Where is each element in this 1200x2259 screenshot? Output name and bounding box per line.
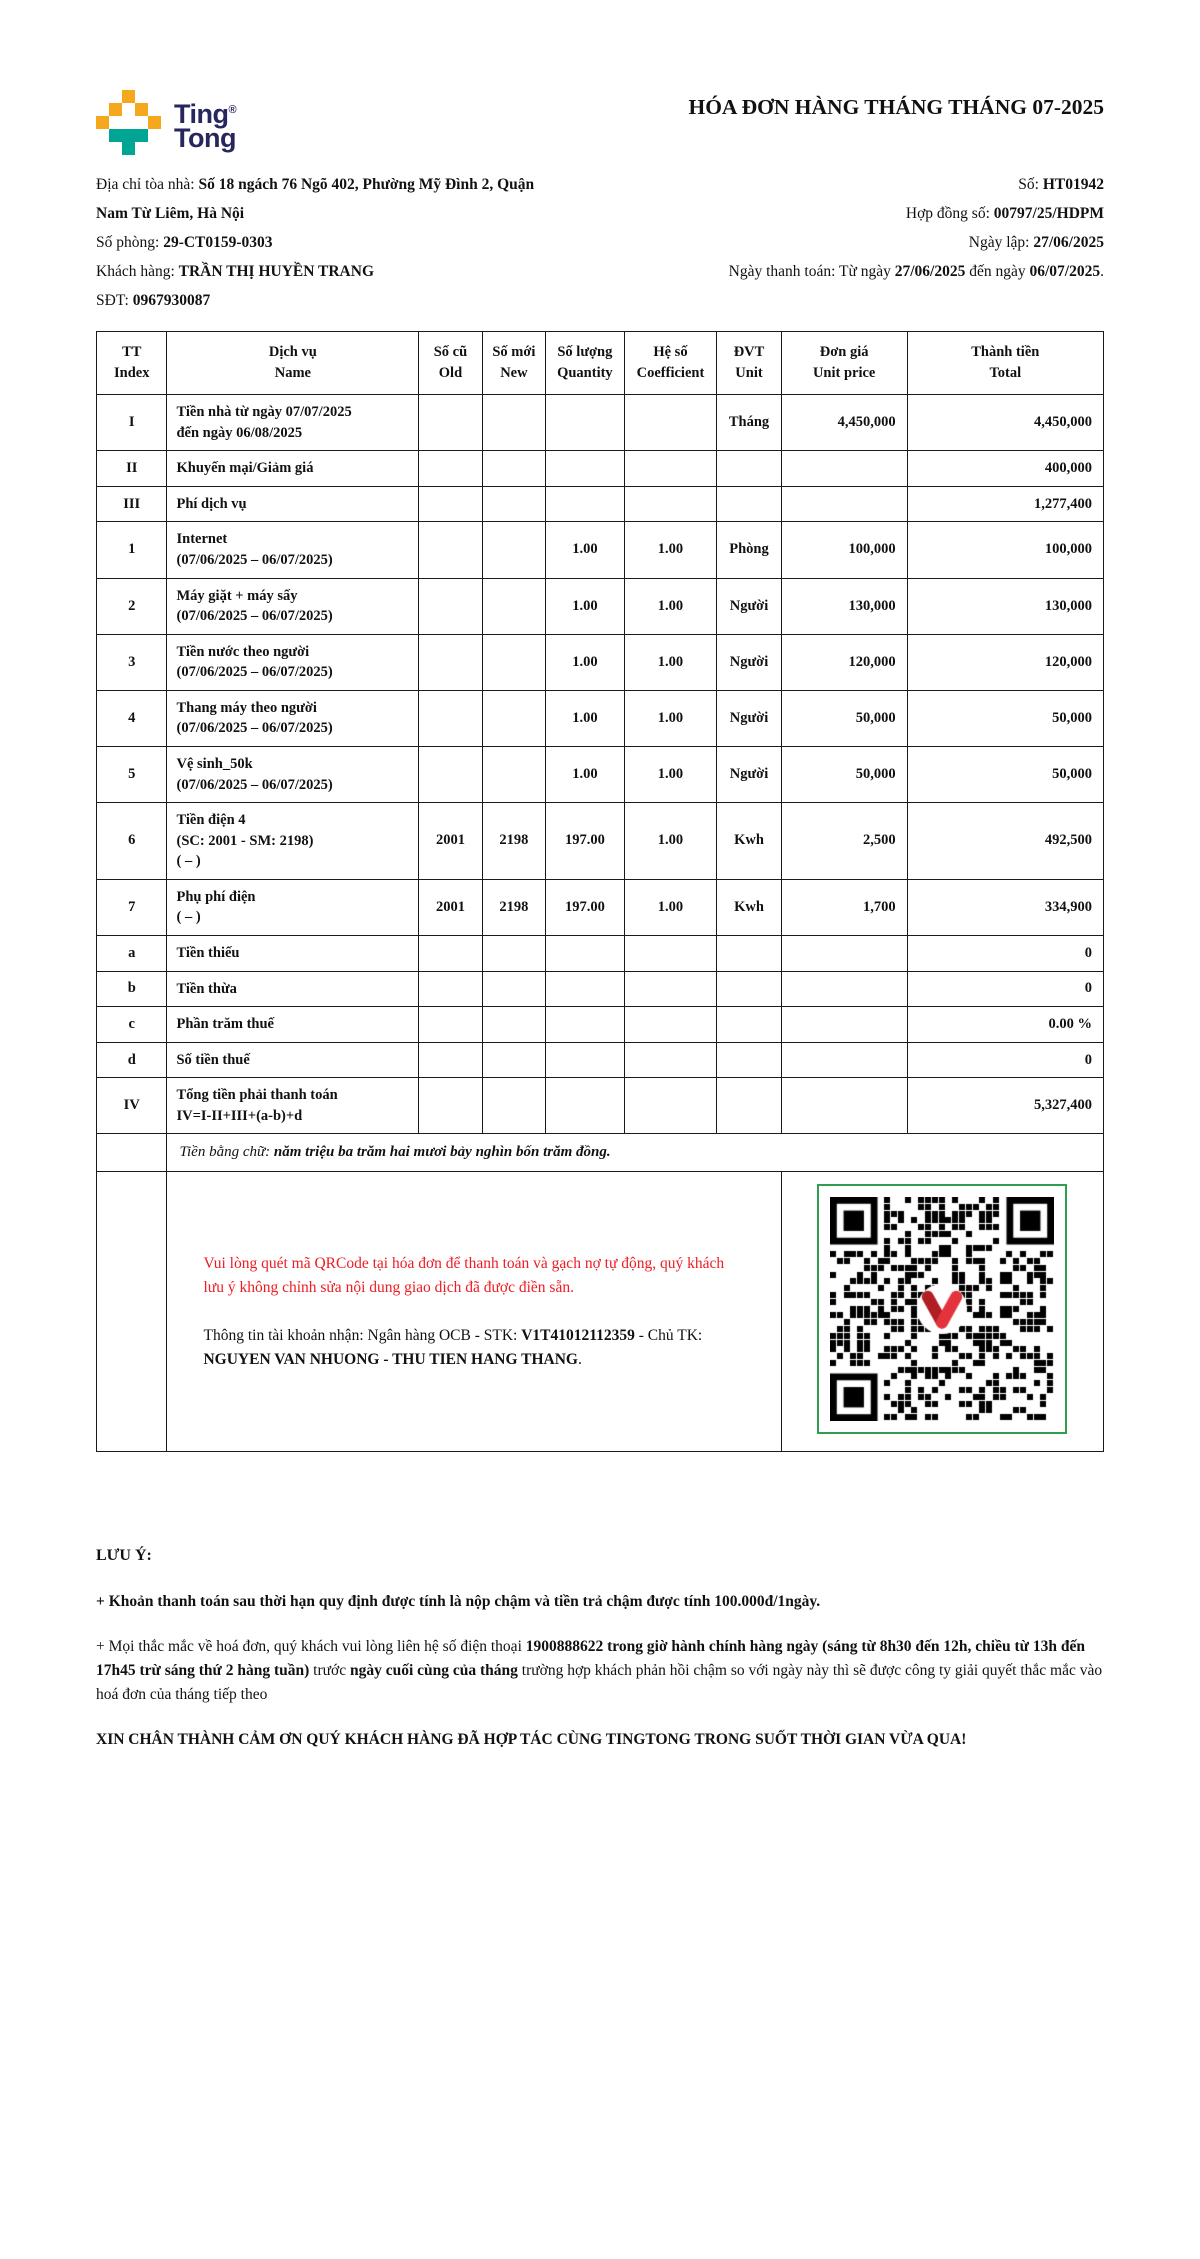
cell-index: c <box>97 1007 167 1043</box>
amount-in-words-row <box>97 1134 1104 1172</box>
room-number-line <box>96 228 548 257</box>
text-segment: . <box>577 1351 582 1368</box>
table-row <box>97 1042 1104 1078</box>
cell-quantity: 197.00 <box>546 803 625 880</box>
text-segment: Số 18 ngách 76 Ngõ 402, Phường Mỹ Đình 2, Quận Nam Từ Liêm, Hà Nội <box>96 176 535 222</box>
cell-service-name: Vệ sinh_50k (07/06/2025 – 06/07/2025) <box>167 746 419 802</box>
text-segment: + Mọi thắc mắc về hoá đơn, quý khách vui lòng liên hệ số điện thoại <box>96 1638 526 1656</box>
cell-old-reading <box>419 634 482 690</box>
cell-quantity <box>546 451 625 487</box>
cell-unit <box>717 1007 781 1043</box>
header-row <box>97 332 1104 395</box>
cell-coefficient: 1.00 <box>624 803 717 880</box>
cell-quantity: 197.00 <box>546 879 625 935</box>
customer-info <box>96 170 548 315</box>
cell-unit-price <box>781 451 907 487</box>
col-old: Số cũ Old <box>419 332 482 395</box>
cell-quantity <box>546 936 625 972</box>
table-row <box>97 395 1104 451</box>
col-coef: Hệ số Coefficient <box>624 332 717 395</box>
cell-unit-price: 120,000 <box>781 634 907 690</box>
table-row <box>97 634 1104 690</box>
cell-new-reading <box>482 634 545 690</box>
cell-unit <box>717 451 781 487</box>
cell-quantity: 1.00 <box>546 578 625 634</box>
cell-service-name: Khuyến mại/Giảm giá <box>167 451 419 487</box>
table-row <box>97 803 1104 880</box>
cell-index: 6 <box>97 803 167 880</box>
cell-old-reading <box>419 971 482 1007</box>
cell-old-reading <box>419 578 482 634</box>
thank-you-note <box>96 1728 1104 1752</box>
cell-total: 400,000 <box>907 451 1103 487</box>
text-segment: Số phòng: <box>96 234 164 251</box>
text-segment: 27/06/2025 <box>1033 234 1104 251</box>
cell-service-name: Tiền thiếu <box>167 936 419 972</box>
cell-unit-price: 50,000 <box>781 746 907 802</box>
text-segment: Địa chỉ tòa nhà: <box>96 176 199 193</box>
cell-old-reading <box>419 486 482 522</box>
cell-total: 50,000 <box>907 690 1103 746</box>
cell-new-reading <box>482 395 545 451</box>
cell-total: 130,000 <box>907 578 1103 634</box>
text-segment: 27/06/2025 <box>894 263 966 280</box>
cell-new-reading <box>482 936 545 972</box>
cell-coefficient <box>624 395 717 451</box>
qr-code-frame <box>817 1184 1067 1434</box>
cell-unit: Kwh <box>717 879 781 935</box>
cell-old-reading: 2001 <box>419 879 482 935</box>
cell-old-reading <box>419 522 482 578</box>
text-segment: Khách hàng: <box>96 263 179 280</box>
cell-quantity <box>546 395 625 451</box>
cell-unit-price: 50,000 <box>781 690 907 746</box>
cell-index: a <box>97 936 167 972</box>
cell-new-reading <box>482 690 545 746</box>
cell-service-name: Số tiền thuế <box>167 1042 419 1078</box>
payment-instructions-cell <box>167 1172 781 1452</box>
table-row <box>97 690 1104 746</box>
hotline-note <box>96 1635 1104 1707</box>
cell-unit-price: 4,450,000 <box>781 395 907 451</box>
tingtong-logo <box>96 90 236 156</box>
cell-quantity <box>546 486 625 522</box>
cell-service-name: Phụ phí điện ( – ) <box>167 879 419 935</box>
cell-new-reading <box>482 746 545 802</box>
tingtong-pixel-arrow-icon <box>96 90 162 156</box>
brand-name-line2: Tong <box>174 123 236 153</box>
col-price: Đơn giá Unit price <box>781 332 907 395</box>
text-segment: năm triệu ba trăm hai mươi bảy nghìn bốn trăm đồng. <box>273 1144 611 1161</box>
cell-coefficient: 1.00 <box>624 746 717 802</box>
cell-service-name: Tiền điện 4 (SC: 2001 - SM: 2198) ( – ) <box>167 803 419 880</box>
cell-coefficient: 1.00 <box>624 578 717 634</box>
col-unit: ĐVT Unit <box>717 332 781 395</box>
cell-service-name: Tiền nhà từ ngày 07/07/2025 đến ngày 06/08/2025 <box>167 395 419 451</box>
text-segment: + Khoản thanh toán sau thời hạn quy định được tính là nộp chậm và tiền trả chậm được tính 100.000đ/1ngày. <box>96 1593 821 1611</box>
cell-index: 5 <box>97 746 167 802</box>
cell-old-reading <box>419 451 482 487</box>
contract-number-line <box>624 199 1104 228</box>
cell-old-reading <box>419 1007 482 1043</box>
cell-unit-price <box>781 1078 907 1134</box>
phone-line <box>96 286 548 315</box>
cell-service-name: Tiền nước theo người (07/06/2025 – 06/07/2025) <box>167 634 419 690</box>
cell-new-reading <box>482 1042 545 1078</box>
invoice-info <box>96 170 1104 315</box>
issue-date-line <box>624 228 1104 257</box>
cell-new-reading <box>482 451 545 487</box>
text-segment: XIN CHÂN THÀNH CẢM ƠN QUÝ KHÁCH HÀNG ĐÃ HỢP TÁC CÙNG TINGTONG TRONG SUỐT THỜI GIAN VỪA QUA! <box>96 1731 967 1749</box>
bank-account-info <box>203 1324 738 1372</box>
text-segment: Ngày lập: <box>968 234 1034 251</box>
cell-coefficient <box>624 451 717 487</box>
table-row <box>97 486 1104 522</box>
cell-new-reading <box>482 578 545 634</box>
cell-unit <box>717 971 781 1007</box>
cell-quantity: 1.00 <box>546 690 625 746</box>
cell-unit-price <box>781 1042 907 1078</box>
cell-unit <box>717 1042 781 1078</box>
text-segment: Số: <box>1018 176 1043 193</box>
cell-unit-price <box>781 1007 907 1043</box>
text-segment: Hợp đồng số: <box>905 205 994 222</box>
cell-unit: Kwh <box>717 803 781 880</box>
text-segment: 29-CT0159-0303 <box>163 234 273 251</box>
cell-service-name: Tổng tiền phải thanh toán IV=I-II+III+(a-b)+d <box>167 1078 419 1134</box>
text-segment: Thông tin tài khoản nhận: Ngân hàng OCB - STK: <box>203 1326 522 1344</box>
cell-old-reading <box>419 1078 482 1134</box>
cell-index: 3 <box>97 634 167 690</box>
table-row <box>97 451 1104 487</box>
cell-total: 4,450,000 <box>907 395 1103 451</box>
invoice-title: HÓA ĐƠN HÀNG THÁNG THÁNG 07-2025 <box>688 95 1104 119</box>
invoice-meta <box>624 170 1104 315</box>
cell-quantity <box>546 1042 625 1078</box>
cell-index: 2 <box>97 578 167 634</box>
cell-coefficient <box>624 1078 717 1134</box>
cell-quantity: 1.00 <box>546 746 625 802</box>
tingtong-wordmark <box>174 98 237 153</box>
cell-new-reading <box>482 486 545 522</box>
table-row <box>97 879 1104 935</box>
cell-unit-price: 130,000 <box>781 578 907 634</box>
cell-old-reading <box>419 746 482 802</box>
empty-index-cell <box>97 1172 167 1452</box>
invoice-table-header <box>97 332 1104 395</box>
table-row <box>97 522 1104 578</box>
col-qty: Số lượng Quantity <box>546 332 625 395</box>
text-segment: NGUYEN VAN NHUONG - THU TIEN HANG THANG <box>203 1351 578 1368</box>
col-new: Số mới New <box>482 332 545 395</box>
cell-index: d <box>97 1042 167 1078</box>
text-segment: Tiền bằng chữ: <box>179 1144 274 1161</box>
cell-total: 0 <box>907 936 1103 972</box>
cell-service-name: Phần trăm thuế <box>167 1007 419 1043</box>
text-segment: trước <box>309 1662 350 1680</box>
invoice-table-rows <box>97 395 1104 1134</box>
cell-total: 334,900 <box>907 879 1103 935</box>
notes-heading: LƯU Ý: <box>96 1547 152 1565</box>
cell-unit: Người <box>717 634 781 690</box>
text-segment: . <box>1100 263 1104 280</box>
text-segment: Ngày thanh toán: Từ ngày <box>728 263 895 280</box>
text-segment: đến ngày <box>965 263 1030 280</box>
cell-service-name: Phí dịch vụ <box>167 486 419 522</box>
cell-old-reading <box>419 690 482 746</box>
cell-coefficient <box>624 971 717 1007</box>
cell-total: 100,000 <box>907 522 1103 578</box>
col-tt: TT Index <box>97 332 167 395</box>
payment-period-line <box>624 257 1104 286</box>
cell-coefficient: 1.00 <box>624 522 717 578</box>
qr-payment-warning: Vui lòng quét mã QRCode tại hóa đơn để thanh toán và gạch nợ tự động, quý khách lưu ý không chỉnh sửa nội dung giao dịch đã được điền sẵn. <box>203 1254 725 1296</box>
cell-coefficient: 1.00 <box>624 634 717 690</box>
cell-quantity <box>546 1007 625 1043</box>
cell-total: 0.00 % <box>907 1007 1103 1043</box>
cell-new-reading <box>482 1007 545 1043</box>
text-segment: TRẦN THỊ HUYỀN TRANG <box>178 263 375 280</box>
cell-service-name: Thang máy theo người (07/06/2025 – 06/07/2025) <box>167 690 419 746</box>
cell-quantity: 1.00 <box>546 522 625 578</box>
cell-old-reading: 2001 <box>419 803 482 880</box>
late-payment-note <box>96 1590 1104 1614</box>
qr-code-cell <box>781 1172 1103 1452</box>
cell-index: I <box>97 395 167 451</box>
table-row <box>97 936 1104 972</box>
cell-new-reading <box>482 1078 545 1134</box>
cell-quantity: 1.00 <box>546 634 625 690</box>
payment-qr-row <box>97 1172 1104 1452</box>
cell-total: 120,000 <box>907 634 1103 690</box>
table-row <box>97 1007 1104 1043</box>
cell-new-reading: 2198 <box>482 879 545 935</box>
invoice-number-line <box>624 170 1104 199</box>
cell-total: 5,327,400 <box>907 1078 1103 1134</box>
footer-notes <box>96 1544 1104 1752</box>
text-segment: 1900888622 trong giờ hành chính hàng ngày (sáng từ 8h30 đến 12h, chiều từ 13h đến 17h45 trừ sáng thứ 2 hàng tuần) <box>96 1638 1085 1680</box>
text-segment: SĐT: <box>96 292 133 309</box>
cell-unit: Người <box>717 690 781 746</box>
col-name: Dịch vụ Name <box>167 332 419 395</box>
cell-unit-price: 100,000 <box>781 522 907 578</box>
text-segment: V1T41012112359 <box>521 1326 635 1344</box>
cell-unit <box>717 1078 781 1134</box>
text-segment: 00797/25/HDPM <box>993 205 1104 222</box>
cell-quantity <box>546 1078 625 1134</box>
cell-coefficient <box>624 936 717 972</box>
cell-unit: Tháng <box>717 395 781 451</box>
cell-old-reading <box>419 395 482 451</box>
cell-service-name: Máy giặt + máy sấy (07/06/2025 – 06/07/2025) <box>167 578 419 634</box>
text-segment: 06/07/2025 <box>1029 263 1101 280</box>
text-segment: HT01942 <box>1042 176 1104 193</box>
invoice-table <box>96 331 1104 1452</box>
customer-name-line <box>96 257 548 286</box>
cell-coefficient <box>624 486 717 522</box>
building-address-line <box>96 170 548 228</box>
empty-index-cell <box>97 1134 167 1172</box>
cell-total: 0 <box>907 1042 1103 1078</box>
invoice-header <box>96 90 1104 156</box>
cell-unit-price <box>781 486 907 522</box>
cell-index: b <box>97 971 167 1007</box>
cell-unit-price <box>781 971 907 1007</box>
table-row <box>97 578 1104 634</box>
cell-index: 7 <box>97 879 167 935</box>
brand-name-line1: Ting <box>174 99 229 129</box>
cell-coefficient <box>624 1042 717 1078</box>
text-segment: 0967930087 <box>132 292 211 309</box>
cell-index: III <box>97 486 167 522</box>
text-segment: trường hợp khách phản hồi chậm so với ngày này thì sẽ được công ty giải quyết thắc mắc vào hoá đơn của tháng tiếp theo <box>96 1662 1103 1704</box>
table-row <box>97 971 1104 1007</box>
cell-new-reading <box>482 522 545 578</box>
cell-index: 1 <box>97 522 167 578</box>
cell-unit <box>717 486 781 522</box>
cell-coefficient: 1.00 <box>624 690 717 746</box>
cell-index: IV <box>97 1078 167 1134</box>
cell-unit-price: 2,500 <box>781 803 907 880</box>
cell-coefficient: 1.00 <box>624 879 717 935</box>
cell-unit: Phòng <box>717 522 781 578</box>
cell-unit: Người <box>717 578 781 634</box>
cell-unit-price: 1,700 <box>781 879 907 935</box>
cell-total: 50,000 <box>907 746 1103 802</box>
table-row <box>97 1078 1104 1134</box>
table-row <box>97 746 1104 802</box>
cell-index: II <box>97 451 167 487</box>
col-total: Thành tiền Total <box>907 332 1103 395</box>
cell-index: 4 <box>97 690 167 746</box>
cell-total: 1,277,400 <box>907 486 1103 522</box>
cell-old-reading <box>419 936 482 972</box>
cell-unit <box>717 936 781 972</box>
cell-new-reading: 2198 <box>482 803 545 880</box>
invoice-table-footer <box>97 1134 1104 1452</box>
cell-old-reading <box>419 1042 482 1078</box>
registered-mark: ® <box>228 104 237 116</box>
amount-in-words <box>167 1134 1104 1172</box>
cell-service-name: Tiền thừa <box>167 971 419 1007</box>
text-segment: - Chủ TK: <box>634 1326 703 1344</box>
cell-total: 492,500 <box>907 803 1103 880</box>
text-segment: ngày cuối cùng của tháng <box>349 1662 518 1680</box>
cell-unit: Người <box>717 746 781 802</box>
cell-unit-price <box>781 936 907 972</box>
cell-coefficient <box>624 1007 717 1043</box>
cell-quantity <box>546 971 625 1007</box>
cell-total: 0 <box>907 971 1103 1007</box>
cell-new-reading <box>482 971 545 1007</box>
qr-code <box>830 1197 1054 1421</box>
cell-service-name: Internet (07/06/2025 – 06/07/2025) <box>167 522 419 578</box>
